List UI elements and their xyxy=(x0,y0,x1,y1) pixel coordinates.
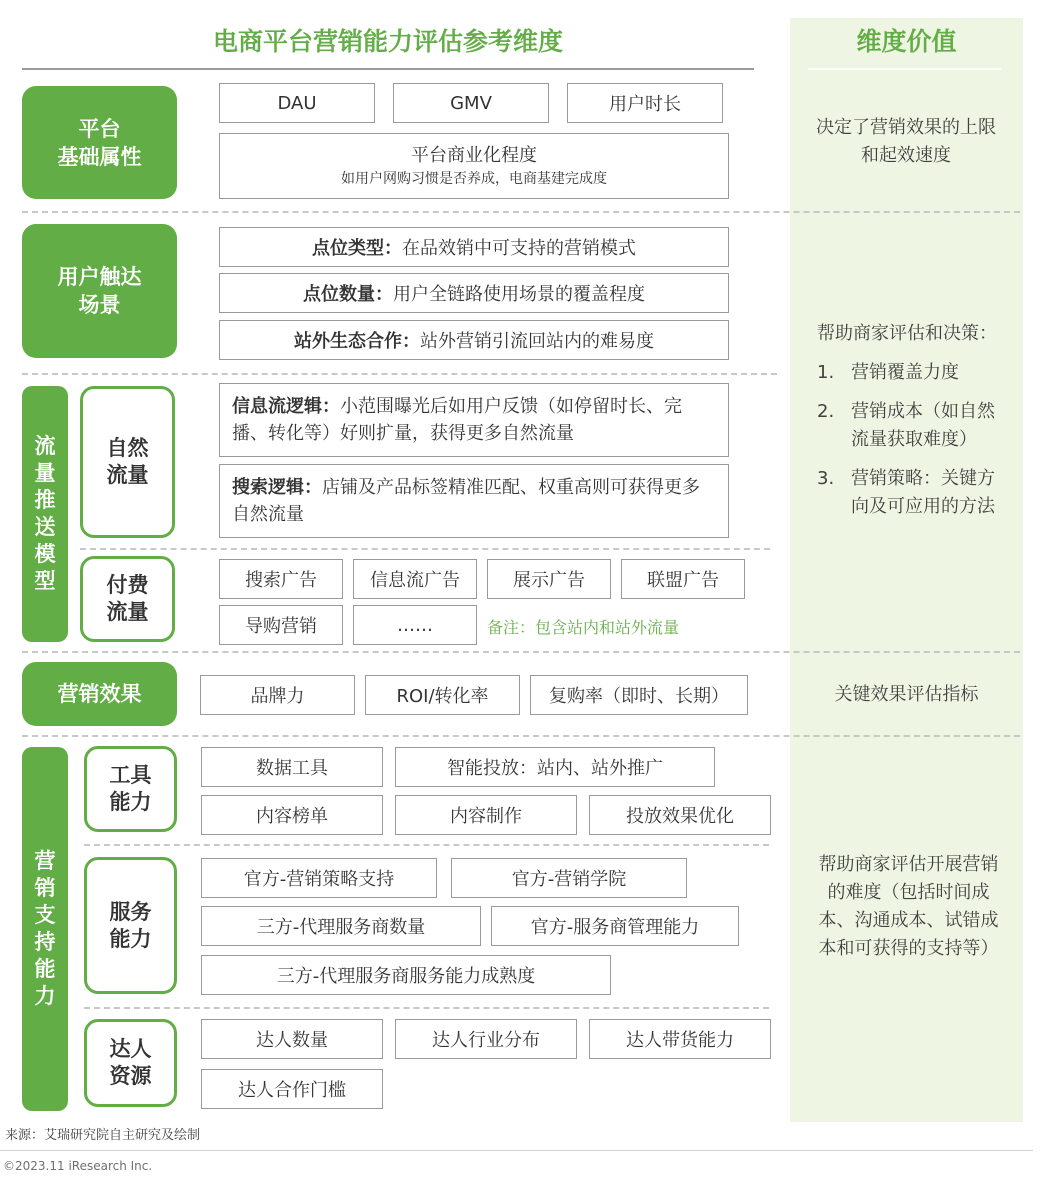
paid-traffic-note: 备注：包含站内和站外流量 xyxy=(487,618,680,637)
reach-row-text: 用户全链路使用场景的覆盖程度 xyxy=(393,284,645,305)
section-divider xyxy=(22,373,777,375)
gmv-box: GMV xyxy=(393,83,549,123)
official-academy-box: 官方-营销学院 xyxy=(451,858,687,898)
kol-threshold-box: 达人合作门槛 xyxy=(201,1069,383,1109)
decision-item: 营销策略：关键方向及可应用的方法 xyxy=(851,468,995,517)
smart-delivery-box: 智能投放：站内、站外推广 xyxy=(395,747,715,787)
natural-traffic-label: 自然 流量 xyxy=(80,386,175,538)
traffic-model-label xyxy=(22,386,68,642)
decision-num: 3. xyxy=(817,468,835,489)
section-divider xyxy=(22,735,1020,737)
platform-value: 决定了营销效果的上限和起效速度 xyxy=(816,117,996,166)
kol-count-box: 达人数量 xyxy=(201,1019,383,1059)
decision-item: 营销成本（如自然流量获取难度） xyxy=(851,401,995,450)
agency-maturity-box: 三方-代理服务商服务能力成熟度 xyxy=(201,955,611,995)
content-production-box: 内容制作 xyxy=(395,795,577,835)
reach-row-text: 站外营销引流回站内的难易度 xyxy=(420,331,654,352)
section-divider xyxy=(22,211,1020,213)
content-ranking-box: 内容榜单 xyxy=(201,795,383,835)
commercialization-box xyxy=(219,133,729,199)
ellipsis-box: …… xyxy=(353,605,477,645)
paid-traffic-label: 付费 流量 xyxy=(80,556,175,642)
repurchase-box: 复购率（即时、长期） xyxy=(530,675,748,715)
decision-num: 1. xyxy=(817,362,835,383)
service-label: 服务 能力 xyxy=(84,857,177,994)
search-logic-text: 店铺及产品标签精准匹配、权重高则可获得更多自然流量 xyxy=(232,477,700,525)
reach-row-key: 点位类型： xyxy=(312,238,402,259)
reach-row xyxy=(219,227,729,267)
display-ads-box: 展示广告 xyxy=(487,559,611,599)
sub-divider xyxy=(80,548,770,550)
reach-row xyxy=(219,320,729,360)
sub-divider xyxy=(84,1007,769,1009)
decision-num: 2. xyxy=(817,401,835,422)
kol-label: 达人 资源 xyxy=(84,1019,177,1107)
dau-box: DAU xyxy=(219,83,375,123)
sub-divider xyxy=(84,844,769,846)
effect-label: 营销效果 xyxy=(22,662,177,726)
effect-value: 关键效果评估指标 xyxy=(834,684,979,705)
feed-ads-box: 信息流广告 xyxy=(353,559,477,599)
title-divider xyxy=(22,68,754,70)
decision-item: 营销覆盖力度 xyxy=(851,362,959,383)
kol-sales-box: 达人带货能力 xyxy=(589,1019,771,1059)
commercialization-title: 平台商业化程度 xyxy=(411,145,537,166)
section-divider xyxy=(22,651,1020,653)
reach-label: 用户触达 场景 xyxy=(22,224,177,358)
data-tools-box: 数据工具 xyxy=(201,747,383,787)
feed-logic-text: 小范围曝光后如用户反馈（如停留时长、完播、转化等）好则扩量，获得更多自然流量 xyxy=(232,396,682,444)
search-logic-key: 搜索逻辑： xyxy=(232,477,322,498)
tools-label: 工具 能力 xyxy=(84,746,177,832)
brand-power-box: 品牌力 xyxy=(200,675,355,715)
copyright: ©2023.11 iResearch Inc. xyxy=(3,1159,153,1173)
source-note: 来源：艾瑞研究院自主研究及绘制 xyxy=(5,1128,201,1143)
search-logic-box xyxy=(219,464,729,538)
agency-count-box: 三方-代理服务商数量 xyxy=(201,906,481,946)
platform-label: 平台 基础属性 xyxy=(22,86,177,199)
agency-management-box: 官方-服务商管理能力 xyxy=(491,906,739,946)
value-title-divider xyxy=(808,68,1001,70)
support-label xyxy=(22,747,68,1111)
support-text: 营销支持能力 xyxy=(34,849,56,1008)
footer-divider xyxy=(0,1150,1033,1151)
support-value: 帮助商家评估开展营销的难度（包括时间成本、沟通成本、试错成本和可获得的支持等） xyxy=(818,854,999,959)
reach-row-key: 站外生态合作： xyxy=(294,331,420,352)
traffic-model-text: 流量推送模型 xyxy=(34,434,56,593)
delivery-optimization-box: 投放效果优化 xyxy=(589,795,771,835)
affiliate-ads-box: 联盟广告 xyxy=(621,559,745,599)
commercialization-subtitle: 如用户网购习惯是否养成，电商基建完成度 xyxy=(341,171,607,187)
shopping-guide-box: 导购营销 xyxy=(219,605,343,645)
official-strategy-box: 官方-营销策略支持 xyxy=(201,858,437,898)
kol-industry-box: 达人行业分布 xyxy=(395,1019,577,1059)
main-title: 电商平台营销能力评估参考维度 xyxy=(212,27,563,56)
feed-logic-key: 信息流逻辑： xyxy=(232,396,340,417)
feed-logic-box xyxy=(219,383,729,457)
search-ads-box: 搜索广告 xyxy=(219,559,343,599)
roi-box: ROI/转化率 xyxy=(365,675,520,715)
reach-row-key: 点位数量： xyxy=(303,284,393,305)
reach-row xyxy=(219,273,729,313)
reach-row-text: 在品效销中可支持的营销模式 xyxy=(402,238,636,259)
decision-intro: 帮助商家评估和决策： xyxy=(817,323,997,344)
user-time-box: 用户时长 xyxy=(567,83,723,123)
value-title: 维度价值 xyxy=(856,27,957,56)
